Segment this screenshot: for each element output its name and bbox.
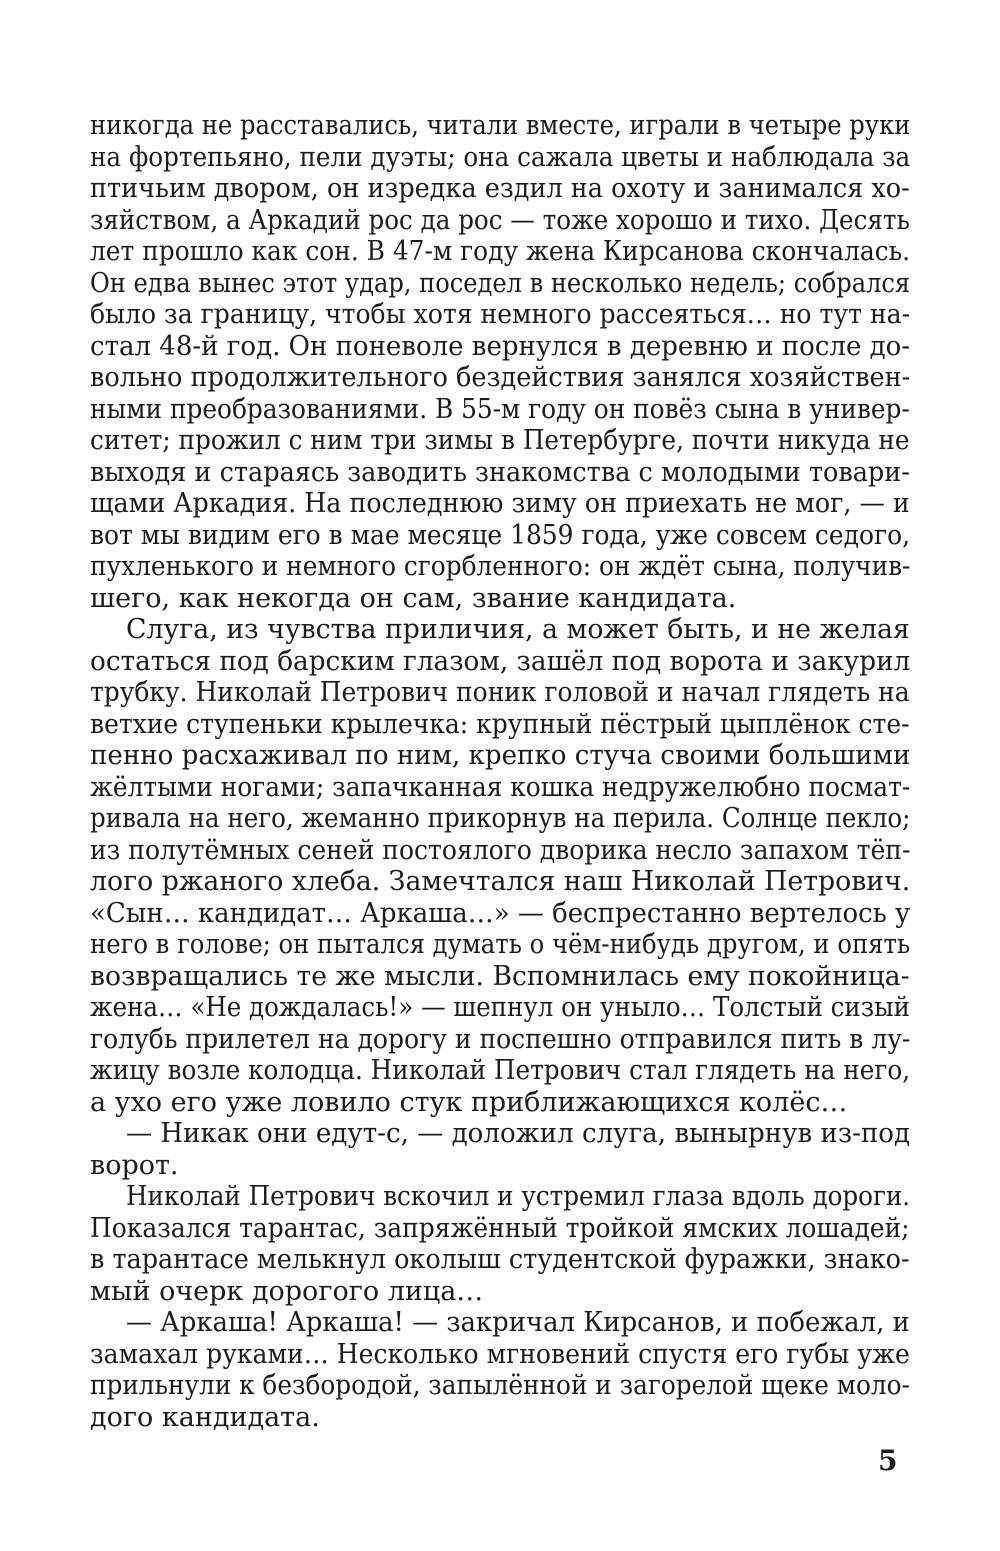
text-line: ными преобразованиями. В 55-м году он повёз сына в универ- [90, 393, 910, 425]
text-line: а ухо его уже ловило стук приближающихся колёс… [90, 1086, 848, 1118]
text-line: было за границу, чтобы хотя немного рассеяться… но тут на- [90, 299, 911, 330]
text-line: остаться под барским глазом, зашёл под ворота и закурил [90, 645, 911, 677]
text-line: пухленького и немного сгорбленного: он ждёт сына, получив- [90, 551, 911, 582]
text-line: ривала на него, жеманно прикорнув на перила. Солнце пекло; [90, 803, 911, 834]
text-line: него в голове; он пытался думать о чём-нибудь другом, и опять [90, 929, 911, 960]
text-line: жицу возле колодца. Николай Петрович стал глядеть на него, [90, 1055, 911, 1086]
text-line: пенно расхаживал по ним, крепко стуча своими большими [90, 740, 911, 771]
text-line: ворот. [90, 1149, 179, 1181]
text-line: дого кандидата. [90, 1401, 320, 1433]
text-line: — Никак они едут-с, — доложил слуга, вынырнув из-под [126, 1118, 911, 1149]
text-line: вот мы видим его в мае месяце 1859 года, уже совсем седого, [90, 519, 911, 551]
text-line: Слуга, из чувства приличия, а может быть, и не желая [126, 614, 910, 645]
text-line: замахал руками… Несколько мгновений спустя его губы уже [90, 1338, 910, 1370]
text-line: вольно продолжительного бездействия занялся хозяйствен- [90, 362, 911, 393]
text-line: мый очерк дорогого лица… [90, 1275, 484, 1307]
text-line: лет прошло как сон. В 47-м году жена Кирсанова скончалась. [90, 236, 911, 267]
text-line: на фортепьяно, пели дуэты; она сажала цветы и наблюдала за [90, 141, 911, 173]
text-line: стал 48-й год. Он поневоле вернулся в деревню и после до- [90, 330, 911, 362]
text-line: возвращались те же мысли. Вспомнилась ему покойница- [90, 960, 910, 992]
text-line: в тарантасе мелькнул околыш студентской фуражки, знако- [90, 1244, 910, 1275]
text-line: щами Аркадия. На последнюю зиму он приехать не мог, — и [90, 488, 910, 519]
text-line: Николай Петрович вскочил и устремил глаза вдоль дороги. [126, 1181, 911, 1212]
text-line: жена… «Не дождалась!» — шепнул он уныло… Толстый сизый [90, 992, 910, 1023]
text-line: выходя и стараясь заводить знакомства с молодыми товари- [90, 456, 910, 488]
text-line: голубь прилетел на дорогу и поспешно отправился пить в лу- [90, 1023, 911, 1055]
text-line: Показался тарантас, запряжённый тройкой ямских лошадей; [90, 1212, 910, 1244]
text-line: прильнули к безбородой, запылённой и загорелой щеке моло- [90, 1370, 910, 1401]
text-line: птичьим двором, он изредка ездил на охоту и занимался хо- [90, 173, 910, 204]
text-line: лого ржаного хлеба. Замечтался наш Николай Петрович. [90, 866, 911, 897]
page-number: 5 [878, 1444, 898, 1477]
text-line: трубку. Николай Петрович поник головой и начал глядеть на [90, 677, 910, 708]
text-line: зяйством, а Аркадий рос да рос — тоже хорошо и тихо. Десять [90, 204, 910, 236]
text-line: — Аркаша! Аркаша! — закричал Кирсанов, и побежал, и [126, 1307, 910, 1338]
text-line: ветхие ступеньки крылечка: крупный пёстрый цыплёнок сте- [90, 708, 910, 740]
text-line: шего, как некогда он сам, звание кандидата. [90, 582, 737, 614]
text-line: из полутёмных сеней постоялого дворика несло запахом тёп- [90, 834, 911, 866]
text-line: жёлтыми ногами; запачканная кошка недружелюбно посмат- [90, 771, 911, 803]
text-line: «Сын… кандидат… Аркаша…» — беспрестанно вертелось у [90, 897, 911, 929]
text-line: Он едва вынес этот удар, поседел в несколько недель; собрался [90, 267, 911, 299]
text-line: никогда не расставались, читали вместе, играли в четыре руки [90, 110, 911, 141]
text-line: ситет; прожил с ним три зимы в Петербурге, почти никуда не [90, 425, 910, 456]
